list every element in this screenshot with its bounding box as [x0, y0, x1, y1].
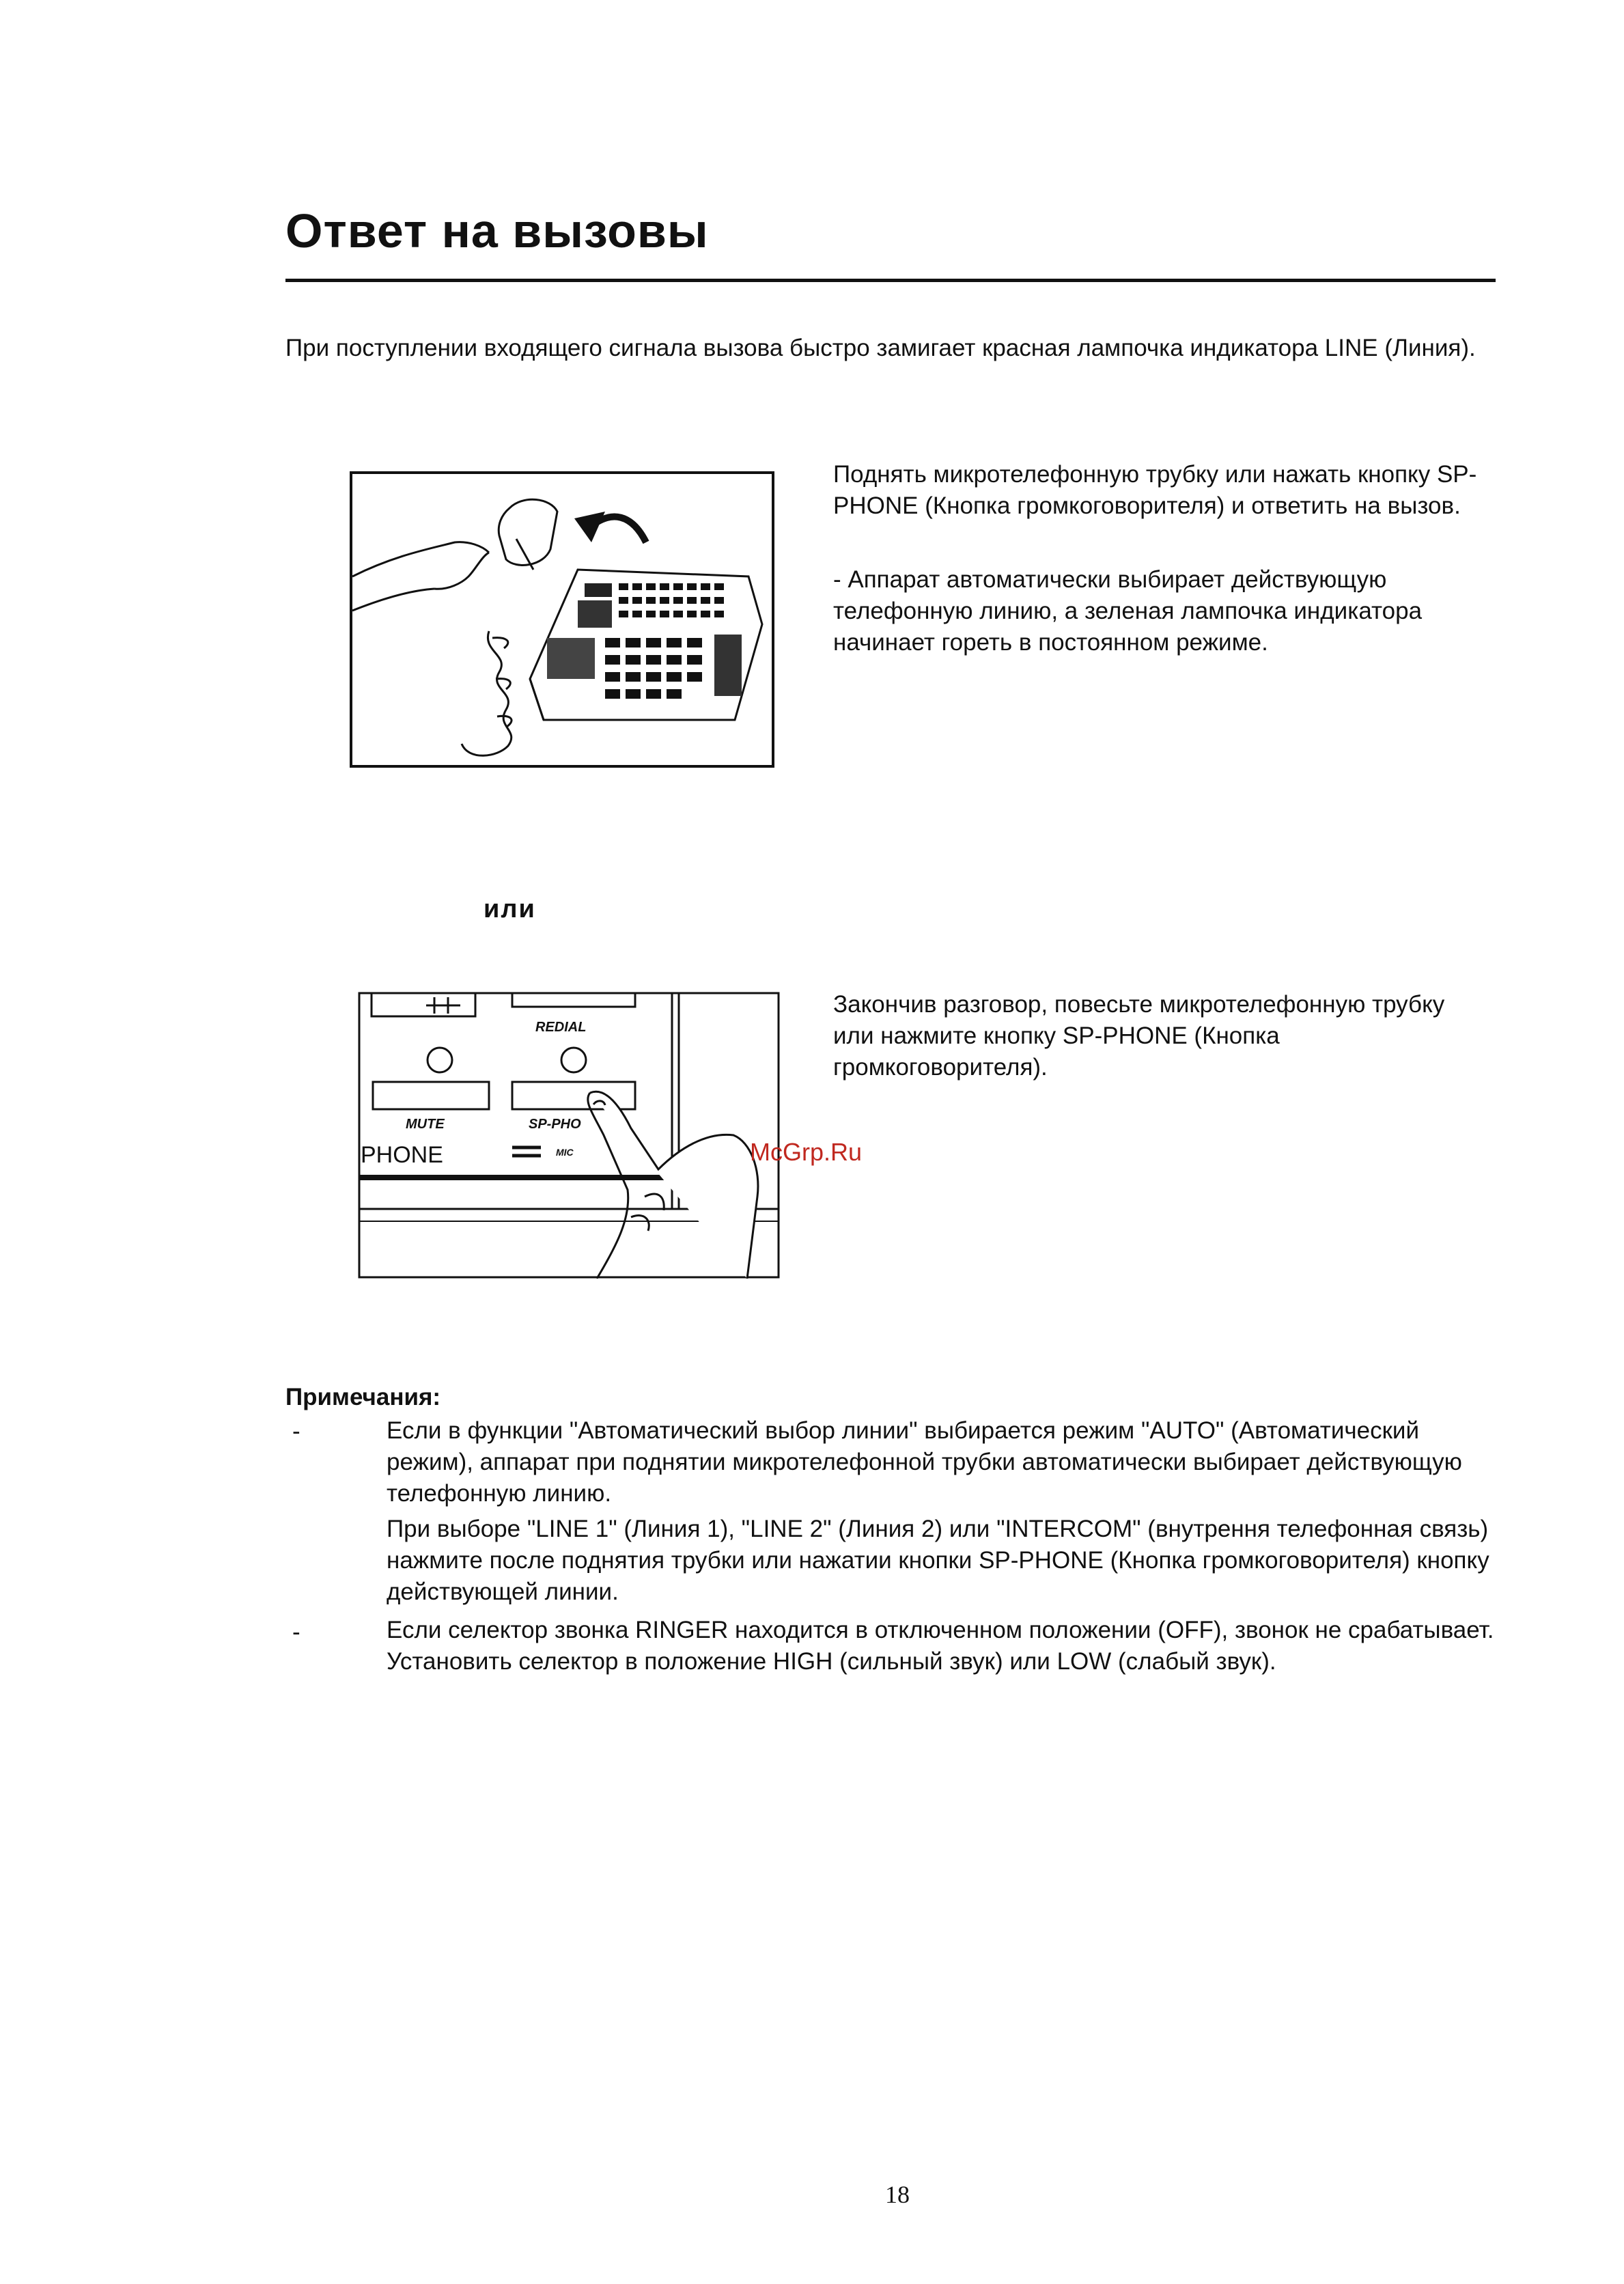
step1-note: - Аппарат автоматически выбирает действующую телефонную линию, а зеленая лампочка индикатора начинает гореть в постоянном режиме.: [833, 566, 1423, 656]
note1-paragraph-2: При выборе "LINE 1" (Линия 1), "LINE 2" (Линия 2) или "INTERCOM" (внутрення телефонная связь) нажмите после поднятия трубки или нажатии кнопки SP-PHONE (Кнопка громкоговорителя) кнопку действующей линии.: [387, 1516, 1489, 1605]
mute-label: MUTE: [406, 1117, 445, 1132]
page-number: 18: [885, 2181, 910, 2208]
watermark: McGrp.Ru: [750, 1138, 863, 1166]
intro-paragraph: При поступлении входящего сигнала вызова быстро замигает красная лампочка индикатора LINE (Линия).: [285, 335, 1476, 361]
note1-paragraph: Если в функции "Автоматический выбор линии" выбирается режим "AUTO" (Автоматический режим), аппарат при поднятии микротелефонной трубки автоматически выбирает действующую телефонную линию.: [387, 1417, 1462, 1507]
mic-label: MIC: [556, 1147, 574, 1158]
note2-dash: -: [292, 1619, 300, 1645]
note1-dash: -: [292, 1418, 300, 1445]
figure-sp-phone-button: [358, 992, 780, 1279]
phone-label: PHONE: [361, 1142, 443, 1168]
handset-telephone-illustration: [352, 474, 772, 765]
note2-paragraph: Если селектор звонка RINGER находится в отключенном положении (OFF), звонок не срабатывает. Установить селектор в положение HIGH (сильный звук) или LOW (слабый звук).: [387, 1617, 1494, 1675]
redial-label: REDIAL: [535, 1020, 587, 1035]
page-title: Ответ на вызовы: [285, 204, 709, 257]
notes-heading: Примечания:: [285, 1384, 441, 1410]
or-label: или: [484, 895, 536, 923]
title-divider: [285, 279, 1496, 282]
step1-text: Поднять микротелефонную трубку или нажать кнопку SP-PHONE (Кнопка громкоговорителя) и ответить на вызов.: [833, 461, 1477, 519]
button-panel-illustration: [358, 992, 780, 1279]
step2-text: Закончив разговор, повесьте микротелефонную трубку или нажмите кнопку SP-PHONE (Кнопка громкоговорителя).: [833, 991, 1445, 1081]
figure-lift-handset: [350, 471, 774, 768]
sp-phone-label: SP-PHO: [529, 1117, 581, 1132]
